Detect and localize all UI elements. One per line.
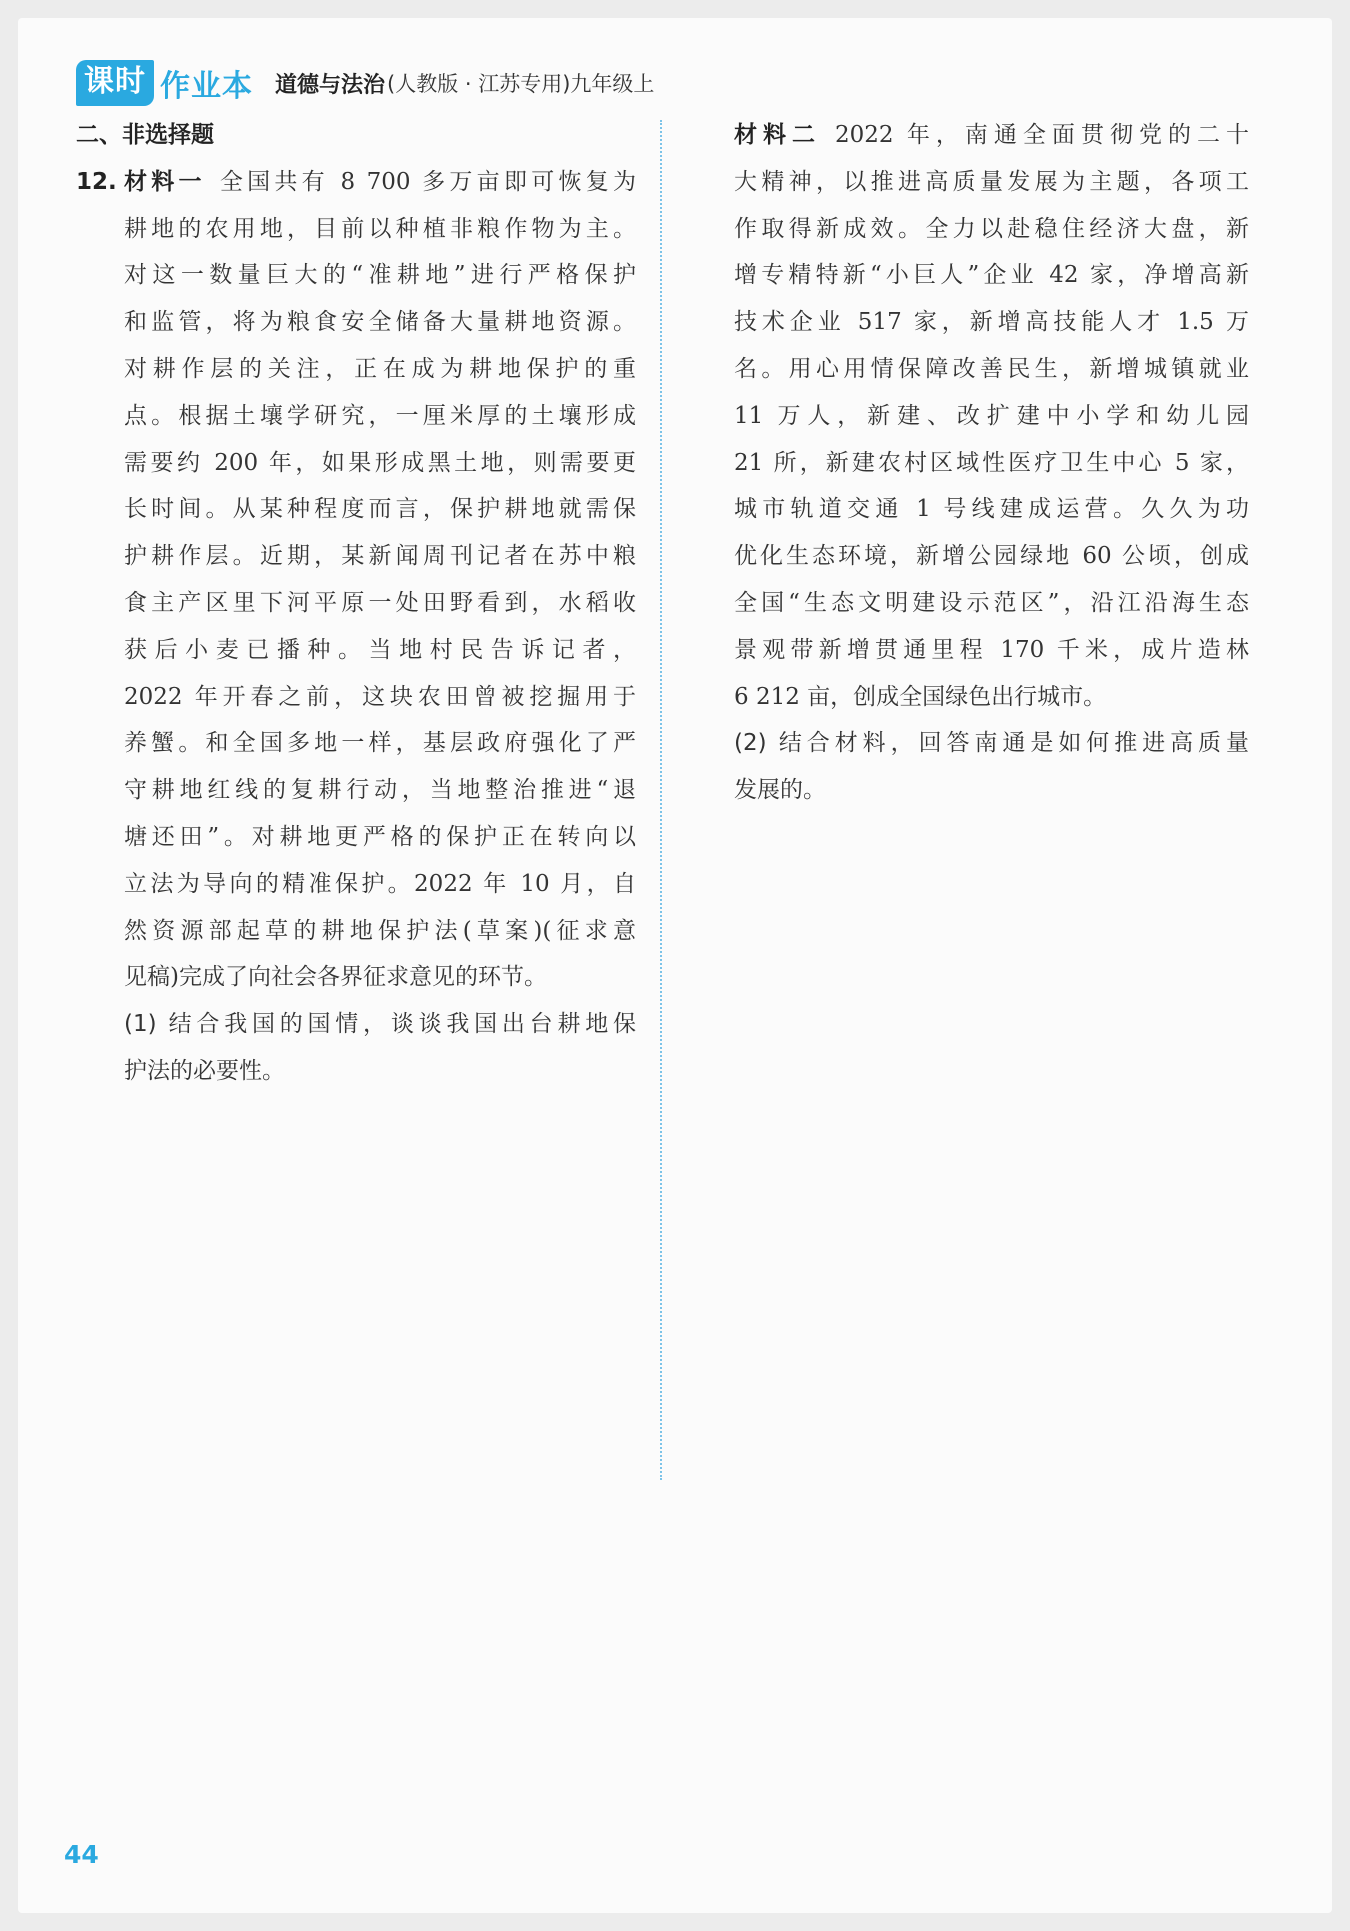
material1-line: 养蟹。和全国多地一样，基层政府强化了严 — [124, 730, 636, 757]
material1-line: 需要约 200 年，如果形成黑土地，则需要更 — [124, 449, 636, 476]
subquestion-1-line: (1) 结合我国的国情，谈谈我国出台耕地保 — [124, 1011, 636, 1038]
material1-line: 获后小麦已播种。当地村民告诉记者， — [124, 636, 636, 663]
material1-line: 见稿)完成了向社会各界征求意见的环节。 — [124, 964, 547, 991]
question-number: 12. — [76, 168, 117, 195]
material2-line: 全国“生态文明建设示范区”，沿江沿海生态 — [734, 589, 1249, 616]
series-logo-box: 课时 — [76, 60, 154, 106]
material2-line: 21 所，新建农村区域性医疗卫生中心 5 家， — [734, 449, 1249, 476]
material1-line: 塘还田”。对耕地更严格的保护正在转向以 — [124, 823, 636, 850]
material2-line: 名。用心用情保障改善民生，新增城镇就业 — [734, 355, 1249, 382]
section-heading: 二、非选择题 — [76, 122, 214, 148]
material1-line: 然资源部起草的耕地保护法(草案)(征求意 — [124, 917, 636, 944]
material1-line: 护耕作层。近期，某新闻周刊记者在苏中粮 — [124, 543, 636, 570]
material1-line: 长时间。从某种程度而言，保护耕地就需保 — [124, 496, 636, 523]
material2-line: 景观带新增贯通里程 170 千米，成片造林 — [734, 636, 1249, 663]
material2-line: 大精神，以推进高质量发展为主题，各项工 — [734, 168, 1249, 195]
question-12 — [76, 159, 636, 1095]
material2-line: 6 212 亩，创成全国绿色出行城市。 — [734, 683, 1107, 710]
subject-title: 道德与法治 — [275, 72, 386, 98]
material1-line: 立法为导向的精准保护。2022 年 10 月，自 — [124, 870, 636, 897]
subquestion-2-line: 发展的。 — [734, 777, 826, 804]
material1-line: 食主产区里下河平原一处田野看到，水稻收 — [124, 589, 636, 616]
right-column — [734, 112, 1249, 814]
material2-line: 优化生态环境，新增公园绿地 60 公顷，创成 — [734, 543, 1249, 570]
material1-line: 守耕地红线的复耕行动，当地整治推进“退 — [124, 777, 636, 804]
subquestion-1-line: 护法的必要性。 — [124, 1057, 285, 1084]
page-number: 44 — [64, 1840, 99, 1869]
column-divider — [660, 120, 662, 1480]
edition-info: (人教版 · 江苏专用)九年级上 — [387, 72, 655, 96]
material2-line: 作取得新成效。全力以赴稳住经济大盘，新 — [734, 215, 1249, 242]
material1-line: 点。根据土壤学研究，一厘米厚的土壤形成 — [124, 402, 636, 429]
material1-line: 材料一 全国共有 8 700 多万亩即可恢复为 — [124, 168, 636, 195]
material1-line: 对耕作层的关注，正在成为耕地保护的重 — [124, 355, 636, 382]
material2-line: 增专精特新“小巨人”企业 42 家，净增高新 — [734, 262, 1249, 289]
material2-line: 技术企业 517 家，新增高技能人才 1.5 万 — [734, 309, 1249, 336]
material2-line: 11 万人，新建、改扩建中小学和幼儿园 — [734, 402, 1249, 429]
material1-line: 2022 年开春之前，这块农田曾被挖掘用于 — [124, 683, 636, 710]
material1-line: 和监管，将为粮食安全储备大量耕地资源。 — [124, 309, 636, 336]
left-column — [76, 112, 636, 1095]
material2-line: 材料二 2022 年，南通全面贯彻党的二十 — [734, 122, 1249, 148]
material2-label: 材料二 — [734, 122, 822, 148]
book-header — [76, 58, 654, 108]
material1-line: 对这一数量巨大的“准耕地”进行严格保护 — [124, 262, 636, 289]
material2-line: 城市轨道交通 1 号线建成运营。久久为功 — [734, 496, 1249, 523]
material1-line: 耕地的农用地，目前以种植非粮作物为主。 — [124, 215, 636, 242]
material1-label: 材料一 — [124, 168, 206, 195]
question-body — [124, 159, 636, 1095]
subquestion-2-line: (2) 结合材料，回答南通是如何推进高质量 — [734, 730, 1249, 757]
series-logo-text: 作业本 — [160, 69, 253, 104]
